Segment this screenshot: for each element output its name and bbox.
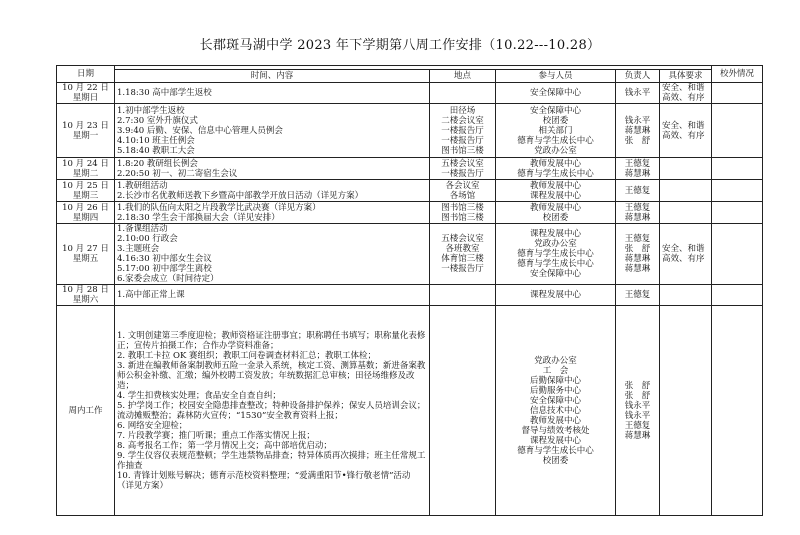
header-row [57, 70, 763, 83]
people-line: 课程发展中心 [529, 229, 581, 239]
cell-people [496, 83, 616, 104]
cell-owner [616, 158, 660, 180]
people-line: 安全保障中心 [529, 269, 581, 279]
people-line: 安全保障中心 [529, 88, 581, 98]
cell-content [115, 306, 430, 516]
people-line: 德育与学生成长中心 [517, 259, 594, 269]
cell-date [57, 202, 115, 224]
people-line: 信息技术中心 [529, 405, 581, 416]
schedule-rows [57, 83, 763, 516]
cell-place [430, 202, 496, 224]
people-line: 督导与绩效考核处 [521, 425, 590, 436]
date-line: 10 月 27 日 [62, 244, 109, 254]
people-line: 校团委 [542, 455, 569, 466]
owner-line: 蒋慧琳 [624, 168, 651, 179]
owner-line: 王德复 [624, 234, 651, 244]
place-line: 一楼报告厅 [441, 135, 484, 146]
people-line: 课程发展中心 [529, 435, 581, 446]
people-line: 德育与学生成长中心 [517, 249, 594, 259]
header-outside: 校外情况 [712, 66, 763, 83]
table-row [57, 285, 763, 306]
content-line: 1.备课组活动 [117, 224, 168, 234]
owner-line: 蒋慧琳 [624, 430, 651, 441]
owner-line: 张 舒 [624, 380, 651, 391]
owner-line: 钱永平 [624, 115, 651, 126]
cell-outside [712, 158, 763, 180]
owner-line: 王德复 [624, 290, 651, 300]
header-place: 地点 [430, 70, 496, 83]
table-row [57, 158, 763, 180]
content-line: 9. 学生仪容仪表规范整顿；学生违禁物品排查；特异体质再次摸排；班主任常规工作抽查 [117, 450, 426, 471]
cell-date [57, 158, 115, 180]
content-line: 2.10:00 行政会 [117, 234, 178, 244]
req-line: 安全、和谐 [662, 83, 705, 93]
cell-outside [712, 83, 763, 104]
date-line: 10 月 24 日 [62, 158, 109, 169]
content-line: 1. 文明创建第三季度迎检；教师资格证注册事宜；职称聘任书填写；职称量化表修正；宣传片拍摄工作；合作办学资料准备； [117, 330, 426, 351]
cell-req [660, 180, 712, 202]
owner-line: 钱永平 [624, 400, 651, 411]
req-line: 安全、和谐 [662, 120, 705, 131]
table-row [57, 306, 763, 516]
cell-owner [616, 285, 660, 306]
content-line: 3. 新进在编教师备案制教师五险一金录入系统，核定工资、测算基数；新进备案教师公积金补缴、汇缴；编外校聘工资发放；年统数据汇总审核；田径场维修及改造； [117, 360, 426, 391]
cell-outside [712, 285, 763, 306]
owner-line: 蒋慧琳 [624, 125, 651, 136]
cell-outside [712, 180, 763, 202]
cell-owner [616, 83, 660, 104]
place-line: 图书馆三楼 [441, 202, 484, 213]
date-line: 星期一 [72, 130, 99, 141]
people-line: 课程发展中心 [529, 290, 581, 300]
cell-people [496, 202, 616, 224]
cell-date [57, 180, 115, 202]
cell-place [430, 158, 496, 180]
people-line: 安全保障中心 [529, 395, 581, 406]
people-line: 党政办公室 [534, 145, 577, 156]
owner-line: 王德复 [624, 158, 651, 169]
content-line: 6.家委会成立（时间待定） [117, 274, 219, 284]
date-line: 10 月 22 日 [62, 83, 109, 93]
place-line: 图书馆三楼 [441, 212, 484, 223]
place-line: 五楼会议室 [441, 158, 484, 169]
owner-line: 蒋慧琳 [624, 254, 651, 264]
cell-people [496, 180, 616, 202]
cell-place [430, 285, 496, 306]
req-line: 高效、有序 [662, 254, 705, 264]
header-req: 具体要求 [660, 70, 712, 83]
content-line: 4.10:10 班主任例会 [117, 135, 195, 146]
owner-line: 王德复 [624, 185, 651, 196]
owner-line: 张 舒 [624, 390, 651, 401]
content-line: 1.8:20 教研组长例会 [117, 158, 198, 169]
header-owner: 负责人 [616, 70, 660, 83]
place-line: 一楼报告厅 [441, 264, 484, 274]
cell-content [115, 224, 430, 285]
date-line: 星期五 [72, 254, 99, 264]
content-line: 2.7:30 室外升旗仪式 [117, 115, 198, 126]
cell-req [660, 83, 712, 104]
date-line: 星期六 [72, 295, 99, 305]
cell-outside [712, 224, 763, 285]
people-line: 教师发展中心 [529, 202, 581, 213]
schedule-table [56, 65, 763, 516]
date-line: 周内工作 [68, 405, 103, 416]
cell-date [57, 83, 115, 104]
people-line: 课程发展中心 [529, 190, 581, 201]
content-line: 2.20:50 初一、初二寄宿生会议 [117, 168, 238, 179]
people-line: 相关部门 [538, 125, 573, 136]
people-line: 德育与学生成长中心 [517, 135, 594, 146]
place-line: 田径场 [449, 105, 476, 116]
content-line: 5.17:00 初中部学生离校 [117, 264, 212, 274]
cell-req [660, 202, 712, 224]
date-line: 星期二 [72, 168, 99, 179]
cell-outside [712, 306, 763, 516]
cell-content [115, 285, 430, 306]
owner-line: 王德复 [624, 202, 651, 213]
date-line: 10 月 25 日 [62, 180, 109, 191]
table-row [57, 180, 763, 202]
cell-outside [712, 104, 763, 158]
people-line: 后勤服务中心 [529, 385, 581, 396]
cell-people [496, 104, 616, 158]
cell-content [115, 180, 430, 202]
owner-line: 钱永平 [624, 88, 651, 98]
place-line: 图书馆三楼 [441, 145, 484, 156]
owner-line: 张 舒 [624, 244, 651, 254]
header-content: 时间、内容 [115, 70, 430, 83]
cell-people [496, 224, 616, 285]
content-line: 3.9:40 后勤、安保、信息中心管理人员例会 [117, 125, 283, 136]
date-line: 10 月 23 日 [62, 120, 109, 131]
content-line: 6. 网络安全迎检； [117, 420, 188, 431]
cell-place [430, 104, 496, 158]
document-title: 长郡斑马湖中学 2023 年下学期第八周工作安排（10.22---10.28） [199, 38, 601, 53]
people-line: 教师发展中心 [529, 158, 581, 169]
req-line: 安全、和谐 [662, 244, 705, 254]
people-line: 德育与学生成长中心 [517, 445, 594, 456]
content-line: 5. 护学岗工作；校园安全隐患排查整改；特种设备排护保养；保安人员培训会议；流动摊贩整治；森林防火宣传；“1530”安全教育资料上报； [117, 400, 426, 421]
cell-place [430, 306, 496, 516]
content-line: 1.教研组活动 [117, 180, 168, 191]
people-line: 教师发展中心 [529, 180, 581, 191]
cell-date [57, 306, 115, 516]
people-line: 校团委 [542, 115, 569, 126]
cell-place [430, 83, 496, 104]
people-line: 教师发展中心 [529, 415, 581, 426]
content-line: 1.高中部正常上课 [117, 290, 185, 300]
cell-owner [616, 224, 660, 285]
content-line: 1.初中部学生返校 [117, 105, 185, 116]
cell-req [660, 104, 712, 158]
place-line: 一楼报告厅 [441, 168, 484, 179]
cell-people [496, 306, 616, 516]
cell-owner [616, 104, 660, 158]
cell-content [115, 104, 430, 158]
place-line: 二楼会议室 [441, 115, 484, 126]
place-line: 五楼会议室 [441, 234, 484, 244]
content-line: 3.主题班会 [117, 244, 160, 254]
people-line: 校团委 [542, 212, 569, 223]
place-line: 一楼报告厅 [441, 125, 484, 136]
table-row [57, 83, 763, 104]
content-line: 5.18:40 教职工大会 [117, 145, 195, 156]
cell-content [115, 158, 430, 180]
cell-owner [616, 180, 660, 202]
cell-place [430, 224, 496, 285]
req-line: 高效、有序 [662, 93, 705, 103]
cell-content [115, 83, 430, 104]
people-line: 党政办公室 [534, 239, 577, 249]
cell-date [57, 224, 115, 285]
owner-line: 王德复 [624, 420, 651, 431]
cell-owner [616, 306, 660, 516]
people-line: 党政办公室 [534, 355, 577, 366]
cell-people [496, 285, 616, 306]
content-line: 7. 片段教学赛；推门听课；重点工作落实情况上报； [117, 430, 315, 441]
cell-content [115, 202, 430, 224]
people-line: 工 会 [542, 365, 569, 376]
content-line: 4.16:30 初中部女生会议 [117, 254, 212, 264]
date-line: 星期日 [72, 93, 99, 103]
content-line: 4. 学生扣费核实处理；食品安全自查自纠； [117, 390, 281, 401]
table-row [57, 202, 763, 224]
table-row [57, 104, 763, 158]
content-line: 1.18:30 高中部学生返校 [117, 88, 212, 98]
date-line: 10 月 26 日 [62, 202, 109, 213]
cell-date [57, 285, 115, 306]
header-date: 日期 [57, 66, 115, 83]
content-line: 1.我们的队伍向太阳之片段教学比武决赛（详见方案） [117, 202, 321, 213]
cell-req [660, 224, 712, 285]
cell-owner [616, 202, 660, 224]
owner-line: 蒋慧琳 [624, 264, 651, 274]
header-people: 参与人员 [496, 70, 616, 83]
place-line: 各会议室 [445, 180, 480, 191]
date-line: 10 月 28 日 [62, 285, 109, 295]
cell-place [430, 180, 496, 202]
owner-line: 蒋慧琳 [624, 212, 651, 223]
table-row [57, 224, 763, 285]
cell-people [496, 158, 616, 180]
cell-req [660, 306, 712, 516]
content-line: 2.长沙市名优教师送教下乡暨高中部教学开放日活动（详见方案） [117, 190, 364, 201]
date-line: 星期三 [72, 190, 99, 201]
people-line: 后勤保障中心 [529, 375, 581, 386]
people-line: 德育与学生成长中心 [517, 168, 594, 179]
content-line: 8. 高考报名工作；第一学月情况上交；高中部培优启动； [117, 440, 332, 451]
req-line: 高效、有序 [662, 130, 705, 141]
content-line: 2.18:30 学生会干部换届大会（详见安排） [117, 212, 280, 223]
cell-date [57, 104, 115, 158]
owner-line: 钱永平 [624, 410, 651, 421]
owner-line: 张 舒 [624, 135, 651, 146]
cell-req [660, 158, 712, 180]
content-line: 10. 青锋计划账号解决；德育示范校资料整理；“爱满重阳节•锋行敬老情”活动（详见方案） [117, 470, 411, 491]
place-line: 各场馆 [449, 190, 476, 201]
people-line: 安全保障中心 [529, 105, 581, 116]
date-line: 星期四 [72, 212, 99, 223]
content-line: 2. 教职工卡拉 OK 赛组织；教职工问卷调查材料汇总；教职工体检； [117, 350, 377, 361]
place-line: 体育馆三楼 [441, 254, 484, 264]
cell-req [660, 285, 712, 306]
place-line: 各班教室 [445, 244, 480, 254]
cell-outside [712, 202, 763, 224]
